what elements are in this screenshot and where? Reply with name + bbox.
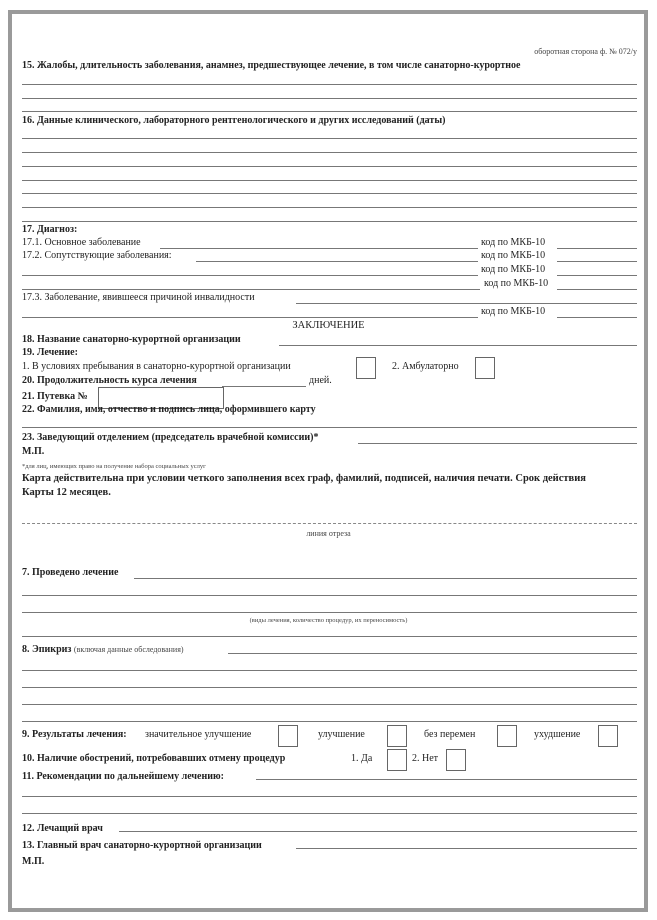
epicrisis-field[interactable] bbox=[22, 687, 637, 688]
stamp-place-label-2: М.П. bbox=[22, 856, 45, 867]
stamp-place-label: М.П. bbox=[22, 446, 45, 457]
filler-name-field[interactable] bbox=[22, 427, 637, 428]
epicrisis-field[interactable] bbox=[22, 670, 637, 671]
course-duration-field[interactable] bbox=[222, 386, 306, 387]
section-9-label: 9. Результаты лечения: bbox=[22, 729, 127, 740]
recommendations-field[interactable] bbox=[22, 813, 637, 814]
icd-label: код по МКБ-10 bbox=[484, 278, 549, 289]
section-15-line[interactable] bbox=[22, 84, 637, 85]
icd-label: код по МКБ-10 bbox=[481, 306, 546, 317]
section-16-line[interactable] bbox=[22, 221, 637, 222]
inpatient-checkbox[interactable] bbox=[356, 357, 376, 379]
no-label: 2. Нет bbox=[412, 753, 439, 764]
conclusion-heading: ЗАКЛЮЧЕНИЕ bbox=[292, 320, 365, 331]
result-option-label: без перемен bbox=[424, 729, 476, 740]
treatment-field[interactable] bbox=[22, 636, 637, 637]
cut-line bbox=[22, 523, 637, 524]
section-16-line[interactable] bbox=[22, 166, 637, 167]
no-change-checkbox[interactable] bbox=[497, 725, 517, 747]
section-20-label: 20. Продолжительность курса лечения bbox=[22, 375, 197, 386]
icd-field[interactable] bbox=[557, 317, 637, 318]
section-8-label bbox=[22, 644, 184, 656]
section-16-line[interactable] bbox=[22, 193, 637, 194]
significant-improvement-checkbox[interactable] bbox=[278, 725, 298, 747]
icd-label: код по МКБ-10 bbox=[481, 264, 546, 275]
main-disease-label: 17.1. Основное заболевание bbox=[22, 237, 141, 248]
attending-doctor-field[interactable] bbox=[119, 831, 637, 832]
epicrisis-field[interactable] bbox=[22, 721, 637, 722]
head-signature-field[interactable] bbox=[358, 443, 637, 444]
sanatorium-name-field[interactable] bbox=[279, 345, 637, 346]
treatment-field[interactable] bbox=[134, 578, 637, 579]
treatment-caption: (виды лечения, количество процедур, их переносимость) bbox=[249, 617, 408, 624]
validity-note-line1: Карта действительна при условии четкого заполнения всех граф, фамилий, подписей, наличия печати. Срок действия bbox=[22, 473, 586, 484]
no-checkbox[interactable] bbox=[446, 749, 466, 771]
result-option-label: ухудшение bbox=[534, 729, 581, 740]
section-16-line[interactable] bbox=[22, 180, 637, 181]
section-21-label: 21. Путевка № bbox=[22, 391, 88, 402]
section-17-heading: 17. Диагноз: bbox=[22, 224, 78, 235]
epicrisis-note: (включая данные обследования) bbox=[73, 645, 184, 654]
icd-label: код по МКБ-10 bbox=[481, 237, 546, 248]
disability-disease-label: 17.3. Заболевание, явившееся причиной инвалидности bbox=[22, 292, 255, 303]
section-10-label: 10. Наличие обострений, потребовавших отмену процедур bbox=[22, 753, 286, 764]
improvement-checkbox[interactable] bbox=[387, 725, 407, 747]
concomitant-field[interactable] bbox=[22, 289, 480, 290]
section-16-line[interactable] bbox=[22, 207, 637, 208]
concomitant-field[interactable] bbox=[196, 261, 478, 262]
outpatient-checkbox[interactable] bbox=[475, 357, 495, 379]
result-option-label: значительное улучшение bbox=[145, 729, 252, 740]
section-22-label: 22. Фамилия, имя, отчество и подпись лица, оформившего карту bbox=[22, 404, 316, 415]
icd-field[interactable] bbox=[557, 261, 637, 262]
footnote: *для лиц, имеющих право на получение набора социальных услуг bbox=[22, 463, 206, 470]
icd-field[interactable] bbox=[557, 275, 637, 276]
section-16-heading: 16. Данные клинического, лабораторного рентгенологического и других исследований (даты) bbox=[22, 115, 446, 126]
form-side-label: оборотная сторона ф. № 072/у bbox=[534, 47, 637, 56]
recommendations-field[interactable] bbox=[256, 779, 637, 780]
result-option-label: улучшение bbox=[318, 729, 365, 740]
inpatient-option-label: 1. В условиях пребывания в санаторно-курортной организации bbox=[22, 361, 291, 372]
section-15-heading: 15. Жалобы, длительность заболевания, анамнез, предшествующее лечение, в том числе санаторно-курортное bbox=[22, 60, 521, 71]
days-unit: дней. bbox=[309, 375, 332, 386]
treatment-field[interactable] bbox=[22, 612, 637, 613]
concomitant-label: 17.2. Сопутствующие заболевания: bbox=[22, 250, 172, 261]
main-disease-field[interactable] bbox=[160, 248, 478, 249]
concomitant-field[interactable] bbox=[22, 275, 478, 276]
epicrisis-title: 8. Эпикриз bbox=[22, 644, 72, 655]
section-19-label: 19. Лечение: bbox=[22, 347, 78, 358]
cut-line-label: линия отреза bbox=[306, 529, 351, 538]
icd-field[interactable] bbox=[557, 248, 637, 249]
deterioration-checkbox[interactable] bbox=[598, 725, 618, 747]
section-12-label: 12. Лечащий врач bbox=[22, 823, 103, 834]
section-16-line[interactable] bbox=[22, 138, 637, 139]
treatment-field[interactable] bbox=[22, 595, 637, 596]
yes-label: 1. Да bbox=[351, 753, 373, 764]
yes-checkbox[interactable] bbox=[387, 749, 407, 771]
section-18-label: 18. Название санаторно-курортной организации bbox=[22, 334, 241, 345]
section-13-label: 13. Главный врач санаторно-курортной организации bbox=[22, 840, 262, 851]
section-16-line[interactable] bbox=[22, 152, 637, 153]
disability-disease-field[interactable] bbox=[22, 317, 478, 318]
section-11-label: 11. Рекомендации по дальнейшему лечению: bbox=[22, 771, 224, 782]
section-15-line[interactable] bbox=[22, 111, 637, 112]
icd-field[interactable] bbox=[557, 289, 637, 290]
chief-doctor-field[interactable] bbox=[296, 848, 637, 849]
section-15-line[interactable] bbox=[22, 98, 637, 99]
disability-disease-field[interactable] bbox=[296, 303, 637, 304]
icd-label: код по МКБ-10 bbox=[481, 250, 546, 261]
validity-note-line2: Карты 12 месяцев. bbox=[22, 487, 111, 498]
outpatient-option-label: 2. Амбулаторно bbox=[392, 361, 459, 372]
section-23-label: 23. Заведующий отделением (председатель врачебной комиссии)* bbox=[22, 432, 319, 443]
epicrisis-field[interactable] bbox=[228, 653, 637, 654]
recommendations-field[interactable] bbox=[22, 796, 637, 797]
section-7-label: 7. Проведено лечение bbox=[22, 567, 119, 578]
epicrisis-field[interactable] bbox=[22, 704, 637, 705]
